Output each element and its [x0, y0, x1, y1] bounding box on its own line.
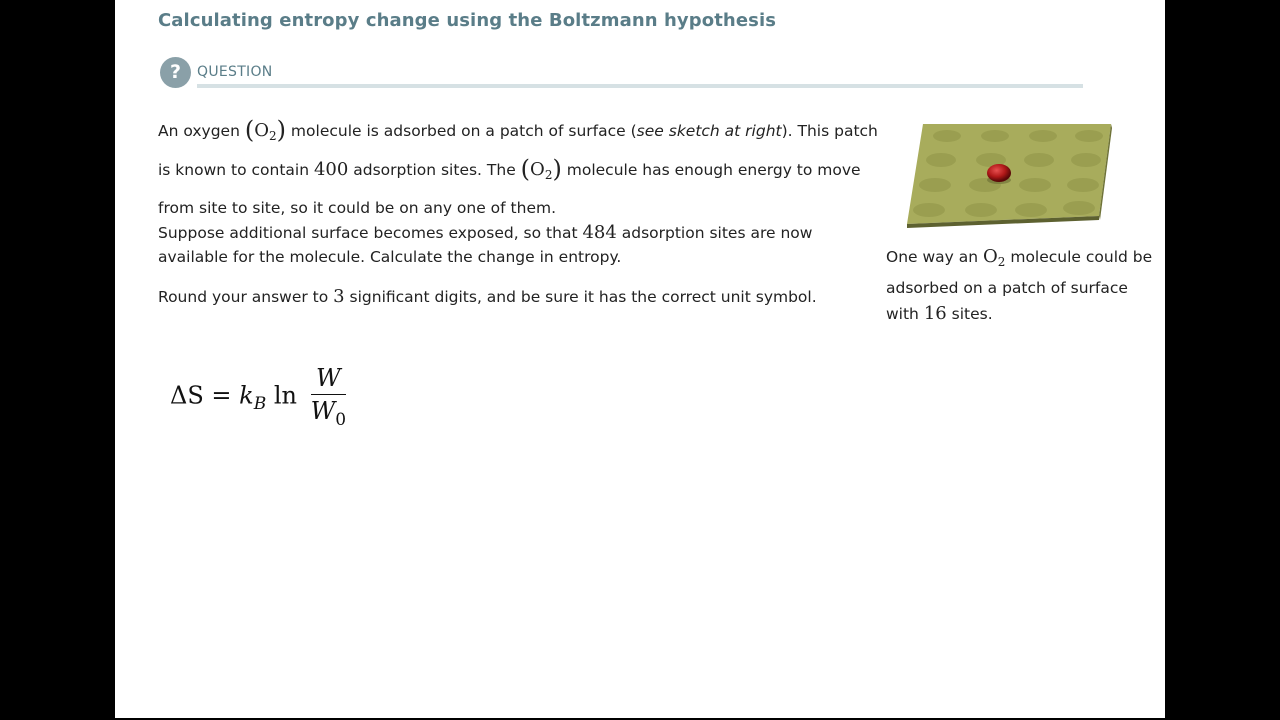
question-divider [197, 84, 1083, 88]
sketch-caption: One way an $O_2$ molecule could be adsorbed on a patch of surface with 16 sites. [886, 246, 1153, 325]
question-paragraph-1: An oxygen $(O_2)$ molecule is adsorbed on a patch of surface (see sketch at right). This patch is known to contain 400 adsorption sites. The $(O_2)$ molecule has enough energy to move from site to site, so it could be on any one of them. [158, 116, 878, 218]
question-icon: ? [160, 57, 191, 88]
adsorption-surface-sketch [903, 120, 1113, 230]
question-paragraph-3: Round your answer to 3 significant digits, and be sure it has the correct unit symbol. [158, 286, 817, 307]
formula-fraction: $\frac{W}{W_0}$ [310, 364, 347, 430]
question-paragraph-2: Suppose additional surface becomes exposed, so that 484 adsorption sites are now available for the molecule. Calculate the change in entropy. [158, 222, 813, 266]
oxygen-molecule [987, 164, 1011, 182]
site-count-initial: 400 [313, 159, 349, 181]
site-count-final: 484 [582, 222, 617, 243]
boltzmann-formula: $\Delta S = k_B$ ln $\frac{W}{W_0}$ [170, 364, 347, 430]
page-title: Calculating entropy change using the Boltzmann hypothesis [158, 10, 777, 31]
question-label: QUESTION [197, 64, 273, 80]
content-page [115, 0, 1165, 718]
